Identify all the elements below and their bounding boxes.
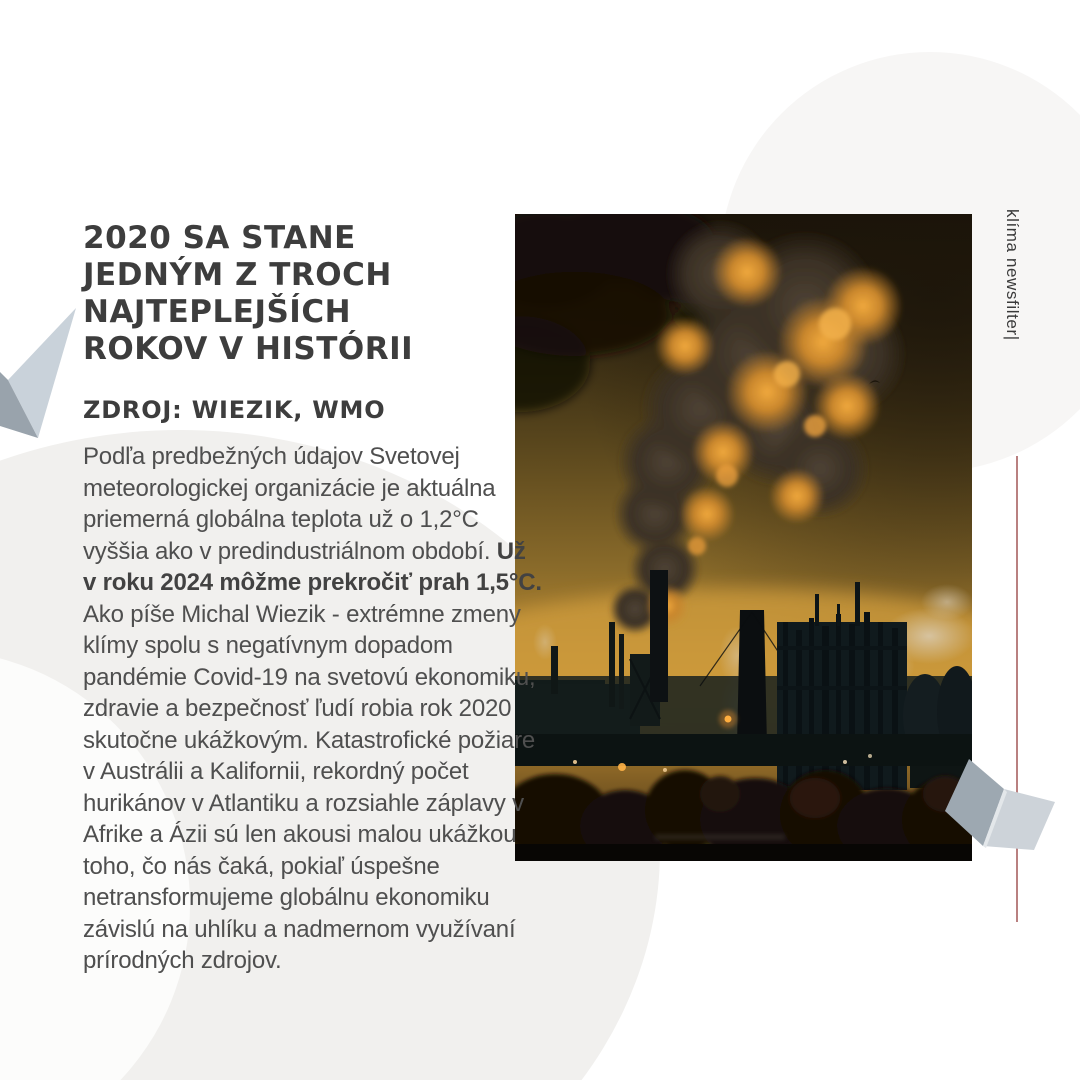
ground	[515, 844, 972, 861]
body-highlight: Už v roku 2024 môžme prekročiť prah 1,5°C.	[83, 537, 542, 596]
headline-line: JEDNÝM Z TROCH	[83, 257, 392, 293]
tall-stack	[737, 610, 767, 746]
source-label: ZDROJ: WIEZIK, WMO	[83, 396, 386, 424]
open-book-shape-right	[928, 742, 1068, 857]
headline-line: NAJTEPLEJŠÍCH	[83, 294, 352, 330]
main-chimney	[650, 570, 668, 702]
photo-illustration	[515, 214, 972, 861]
folded-paper-shape-left	[0, 302, 90, 444]
headline-line: ROKOV V HISTÓRII	[83, 331, 414, 367]
brand-vertical-label: klíma newsfilter|	[1003, 209, 1022, 341]
headline-line: 2020 SA STANE	[83, 220, 356, 256]
body-rest: Ako píše Michal Wiezik - extrémne zmeny klímy spolu s negatívnym dopadom pandémie Covid-19 na svetovú ekonomiku, zdravie a bezpečnosť ľudí robia rok 2020 skutočne ukážkovým. Katastrofické požiare v Austrálii a Kalifornii, rekordný počet hurikánov v Atlantiku a rozsiahle záplavy v Afrike a Ázii sú len akousi malou ukážkou toho, čo nás čaká, pokiaľ úspešne netransformujeme globálnu ekonomiku závislú na uhlíku a nadmernom využívaní prírodných zdrojov.	[83, 600, 536, 974]
headline	[83, 220, 543, 368]
body-intro: Podľa predbežných údajov Svetovej meteorologickej organizácie je aktuálna priemerná globálna teplota už o 1,2°C vyššia ako v predindustriálnom období.	[83, 443, 497, 565]
industrial-smokestacks-photo	[515, 214, 972, 861]
article-body	[83, 441, 545, 977]
